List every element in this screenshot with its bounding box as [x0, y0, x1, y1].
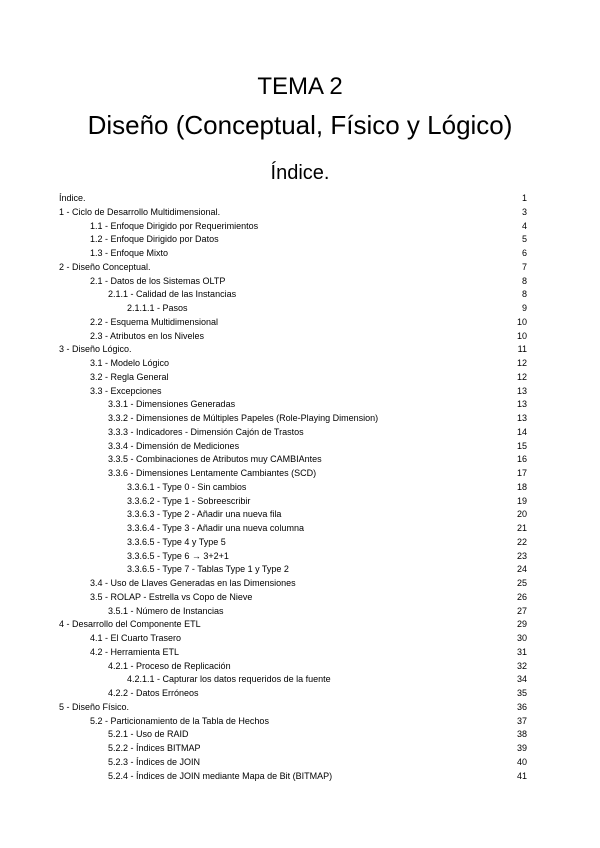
toc-entry[interactable]: [59, 440, 527, 454]
toc-entry-label: 3.5 - ROLAP - Estrella vs Copo de Nieve: [90, 591, 253, 602]
toc-entry[interactable]: [59, 673, 527, 687]
toc-entry-page: 8: [521, 275, 527, 286]
toc-entry-label: 3.3.4 - Dimensión de Mediciones: [108, 440, 240, 451]
toc-entry-label: 4.2.1.1 - Capturar los datos requeridos de la fuente: [127, 674, 331, 685]
toc-entry[interactable]: [59, 632, 527, 646]
toc-entry-page: 25: [516, 578, 527, 588]
toc-entry[interactable]: [59, 371, 527, 385]
toc-entry-page: 4: [521, 220, 527, 231]
toc-entry-page: 27: [516, 605, 527, 616]
toc-entry-label: 4.2 - Herramienta ETL: [90, 646, 180, 657]
toc-entry[interactable]: [59, 233, 527, 247]
table-of-contents: [59, 192, 527, 783]
toc-entry-page: 13: [516, 399, 527, 410]
toc-entry[interactable]: [59, 508, 527, 522]
toc-entry-page: 19: [516, 495, 527, 506]
toc-entry-page: 38: [516, 729, 527, 740]
toc-entry-page: 29: [516, 619, 527, 630]
toc-entry-page: 1: [521, 193, 527, 203]
toc-entry-label: 3.2 - Regla General: [90, 371, 169, 382]
toc-entry-label: 1.2 - Enfoque Dirigido por Datos: [90, 234, 219, 245]
toc-entry-page: 11: [517, 344, 527, 355]
toc-entry[interactable]: [59, 550, 527, 564]
toc-entry-label: 3.3.6 - Dimensiones Lentamente Cambiantes (SCD): [108, 468, 317, 478]
toc-entry[interactable]: [59, 316, 527, 330]
toc-entry[interactable]: [59, 770, 527, 784]
toc-entry-label: 1 - Ciclo de Desarrollo Multidimensional.: [59, 206, 221, 217]
toc-entry[interactable]: [59, 563, 527, 577]
toc-entry-label: 2.3 - Atributos en los Niveles: [90, 330, 205, 341]
toc-entry-label: 3.3.1 - Dimensiones Generadas: [108, 399, 236, 410]
toc-entry[interactable]: [59, 261, 527, 275]
toc-entry-page: 12: [516, 358, 527, 368]
toc-entry-label: 1.3 - Enfoque Mixto: [90, 248, 169, 258]
toc-entry-page: 24: [516, 564, 527, 575]
toc-entry[interactable]: [59, 247, 527, 261]
toc-entry[interactable]: [59, 728, 527, 742]
toc-entry[interactable]: [59, 522, 527, 536]
toc-entry[interactable]: [59, 288, 527, 302]
toc-entry-page: 41: [516, 770, 527, 781]
toc-entry-page: 13: [516, 385, 527, 396]
toc-entry-page: 5: [521, 234, 527, 245]
toc-entry[interactable]: [59, 426, 527, 440]
toc-entry[interactable]: [59, 302, 527, 316]
toc-entry-label: 5.2.1 - Uso de RAID: [108, 729, 189, 740]
toc-entry-label: 3.3.6.5 - Type 4 y Type 5: [127, 536, 226, 547]
index-heading: Índice.: [270, 162, 330, 184]
toc-entry[interactable]: [59, 467, 527, 481]
toc-entry[interactable]: [59, 687, 527, 701]
toc-entry-page: 35: [516, 688, 527, 698]
toc-entry-page: 26: [516, 591, 527, 602]
toc-entry-page: 16: [516, 454, 527, 465]
toc-entry-label: 3.3.6.5 - Type 7 - Tablas Type 1 y Type 2: [127, 564, 289, 575]
toc-entry-page: 30: [516, 633, 527, 643]
toc-entry-page: 13: [516, 413, 527, 423]
toc-entry[interactable]: [59, 756, 527, 770]
toc-entry[interactable]: [59, 715, 527, 729]
toc-entry-page: 10: [516, 330, 527, 341]
toc-entry-label: Índice.: [59, 193, 86, 203]
toc-entry-label: 4.1 - El Cuarto Trasero: [90, 633, 182, 643]
toc-entry-page: 31: [516, 646, 527, 657]
toc-entry-label: 3.3.6.1 - Type 0 - Sin cambios: [127, 481, 247, 492]
toc-entry-page: 20: [516, 509, 527, 520]
toc-entry-page: 36: [516, 701, 527, 712]
toc-entry[interactable]: [59, 536, 527, 550]
toc-entry-label: 5.2 - Particionamiento de la Tabla de Hechos: [90, 715, 269, 726]
toc-entry-page: 34: [516, 674, 527, 685]
toc-entry-page: 10: [516, 316, 527, 327]
toc-entry-page: 14: [516, 426, 527, 437]
toc-entry-page: 40: [516, 756, 527, 767]
toc-entry[interactable]: [59, 701, 527, 715]
toc-entry[interactable]: [59, 453, 527, 467]
toc-entry-label: 4.2.2 - Datos Erróneos: [108, 688, 199, 698]
toc-entry-label: 3.3.2 - Dimensiones de Múltiples Papeles (Role-Playing Dimension): [108, 413, 379, 423]
toc-entry-label: 3.3.6.2 - Type 1 - Sobreescribir: [127, 495, 251, 506]
toc-entry[interactable]: [59, 605, 527, 619]
toc-entry[interactable]: [59, 330, 527, 344]
toc-entry[interactable]: [59, 412, 527, 426]
toc-entry-label: 3.3.6.5 - Type 6 → 3+2+1: [127, 550, 229, 561]
toc-entry[interactable]: [59, 495, 527, 509]
toc-entry-page: 32: [516, 660, 527, 671]
toc-entry[interactable]: [59, 618, 527, 632]
toc-entry[interactable]: [59, 206, 527, 220]
toc-entry[interactable]: [59, 220, 527, 234]
toc-entry-label: 4 - Desarrollo del Componente ETL: [59, 619, 201, 630]
toc-entry-label: 2.1.1.1 - Pasos: [127, 303, 188, 313]
toc-entry-label: 3 - Diseño Lógico.: [59, 344, 132, 355]
toc-entry-page: 6: [521, 248, 527, 258]
toc-entry-label: 3.5.1 - Número de Instancias: [108, 605, 224, 616]
toc-entry-page: 37: [516, 715, 527, 726]
toc-entry-label: 3.3.5 - Combinaciones de Atributos muy CAMBIAntes: [108, 454, 322, 465]
toc-entry[interactable]: [59, 343, 527, 357]
toc-entry[interactable]: [59, 192, 527, 206]
toc-entry-label: 3.3.3 - Indicadores - Dimensión Cajón de Trastos: [108, 426, 304, 437]
toc-entry-page: 18: [516, 481, 527, 492]
toc-entry[interactable]: [59, 646, 527, 660]
toc-entry-page: 9: [521, 303, 527, 313]
toc-entry-page: 23: [516, 550, 527, 561]
toc-entry[interactable]: [59, 275, 527, 289]
toc-entry-label: 3.1 - Modelo Lógico: [90, 358, 170, 368]
toc-entry-label: 2 - Diseño Conceptual.: [59, 261, 151, 272]
toc-entry[interactable]: [59, 357, 527, 371]
toc-entry-page: 21: [516, 523, 527, 533]
toc-entry[interactable]: [59, 481, 527, 495]
toc-entry[interactable]: [59, 385, 527, 399]
toc-entry-label: 2.2 - Esquema Multidimensional: [90, 316, 219, 327]
toc-entry[interactable]: [59, 577, 527, 591]
toc-entry-page: 12: [516, 371, 527, 382]
toc-entry-label: 2.1 - Datos de los Sistemas OLTP: [90, 275, 226, 286]
toc-entry[interactable]: [59, 398, 527, 412]
toc-entry[interactable]: [59, 591, 527, 605]
toc-entry-label: 4.2.1 - Proceso de Replicación: [108, 660, 231, 671]
toc-entry-page: 17: [516, 468, 527, 478]
toc-entry-page: 39: [516, 743, 527, 753]
toc-entry-page: 15: [516, 440, 527, 451]
toc-entry-page: 3: [521, 206, 527, 217]
toc-entry-label: 5.2.4 - Índices de JOIN mediante Mapa de Bit (BITMAP): [108, 770, 333, 781]
toc-entry-label: 3.3 - Excepciones: [90, 385, 162, 396]
toc-entry-label: 5.2.2 - Índices BITMAP: [108, 743, 201, 753]
document-subtitle: Diseño (Conceptual, Físico y Lógico): [87, 110, 513, 140]
toc-entry-label: 5 - Diseño Físico.: [59, 701, 130, 712]
toc-entry-page: 22: [516, 536, 527, 547]
toc-entry-label: 3.4 - Uso de Llaves Generadas en las Dimensiones: [90, 578, 296, 588]
toc-entry-label: 3.3.6.3 - Type 2 - Añadir una nueva fila: [127, 509, 282, 520]
toc-entry-label: 3.3.6.4 - Type 3 - Añadir una nueva columna: [127, 523, 304, 533]
toc-entry-label: 2.1.1 - Calidad de las Instancias: [108, 289, 237, 300]
toc-entry-label: 5.2.3 - Índices de JOIN: [108, 756, 201, 767]
toc-entry-page: 7: [521, 261, 527, 272]
toc-entry[interactable]: [59, 660, 527, 674]
toc-entry-label: 1.1 - Enfoque Dirigido por Requerimientos: [90, 220, 259, 231]
toc-entry-page: 8: [521, 289, 527, 300]
toc-entry[interactable]: [59, 742, 527, 756]
document-title: TEMA 2: [257, 73, 343, 100]
